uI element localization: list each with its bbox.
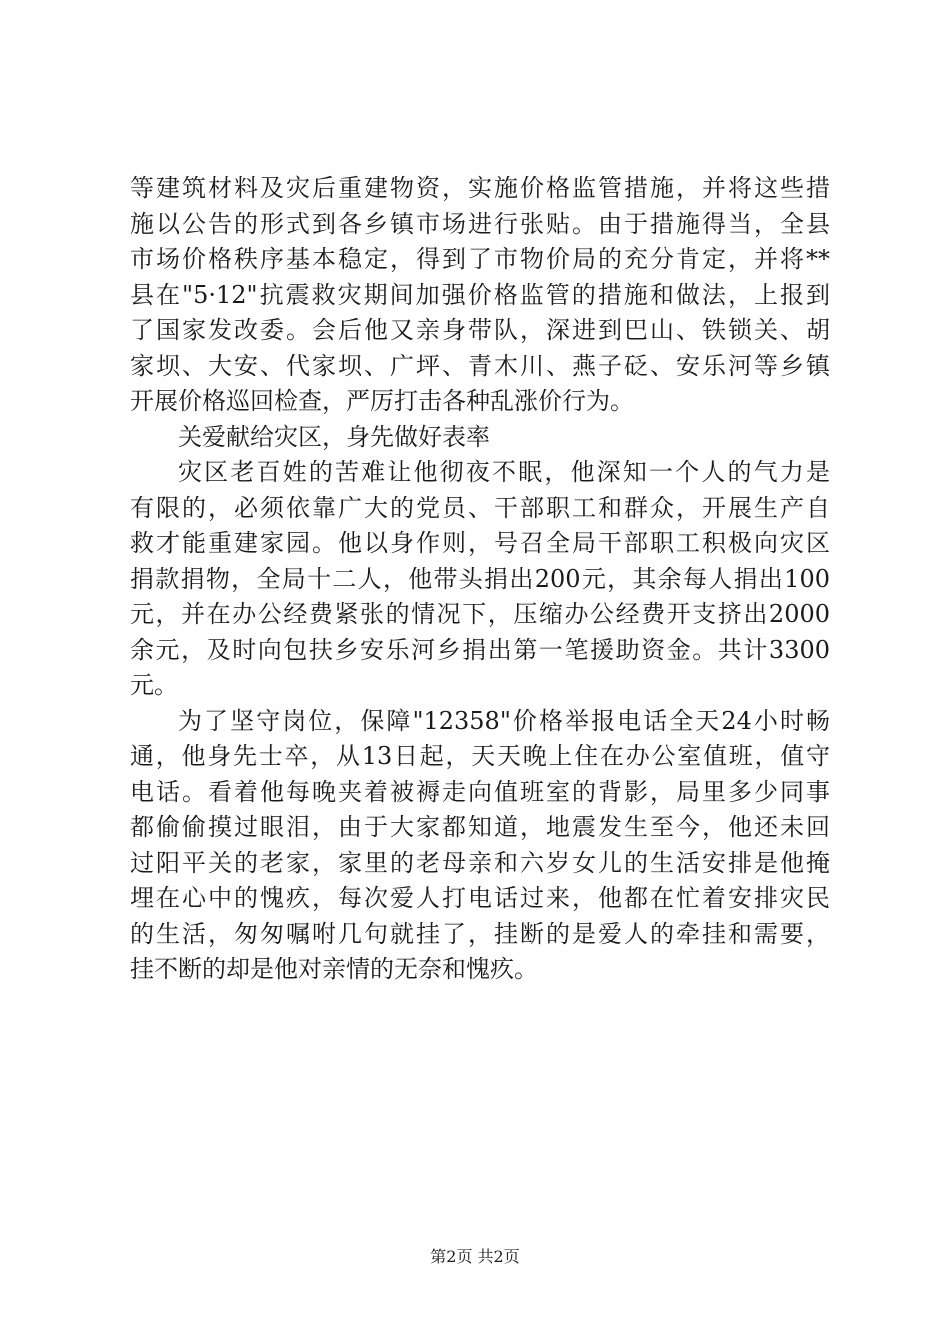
section-heading [130,420,830,456]
page-number-footer: 第2页 共2页 [430,1247,520,1266]
text-line: 灾区老百姓的苦难让他彻夜不眠，他深知一个人的气力是 [178,458,830,486]
text-line: 捐款捐物，全局十二人，他带头捐出200元，其余每人捐出100 [130,564,830,593]
text-line: 为了坚守岗位，保障"12358"价格举报电话全天24小时畅 [178,706,830,735]
paragraph-donation [130,455,830,704]
text-line: 开展价格巡回检查，严厉打击各种乱涨价行为。 [130,387,634,415]
text-line: 了国家发改委。会后他又亲身带队，深进到巴山、铁锁关、胡 [130,316,830,344]
text-line: 救才能重建家园。他以身作则，号召全局干部职工积极向灾区 [130,529,830,557]
text-line: 埋在心中的愧疚，每次爱人打电话过来，他都在忙着安排灾民 [130,884,830,912]
text-line: 电话。看着他每晚夹着被褥走向值班室的背影，局里多少同事 [130,777,830,806]
paragraph-on-duty [130,704,830,988]
text-line: 施以公告的形式到各乡镇市场进行张贴。由于措施得当，全县 [130,209,830,238]
text-line: 通，他身先士卒，从13日起，天天晚上住在办公室值班，值守 [130,742,830,770]
text-line: 挂不断的却是他对亲情的无奈和愧疚。 [130,955,538,983]
text-line: 等建筑材料及灾后重建物资，实施价格监管措施，并将这些措 [130,174,830,202]
document-body [130,171,830,988]
text-line: 都偷偷摸过眼泪，由于大家都知道，地震发生至今，他还未回 [130,813,830,841]
text-line: 的生活，匆匆嘱咐几句就挂了，挂断的是爱人的牵挂和需要， [130,919,830,948]
text-line: 过阳平关的老家，家里的老母亲和六岁女儿的生活安排是他掩 [130,848,830,877]
text-line: 县在"5·12"抗震救灾期间加强价格监管的措施和做法，上报到 [130,280,830,309]
text-line: 余元，及时向包扶乡安乐河乡捐出第一笔援助资金。共计3300 [130,635,830,664]
text-line: 元。 [130,671,178,699]
paragraph-price-supervision [130,171,830,420]
heading-text: 关爱献给灾区，身先做好表率 [178,422,490,451]
text-line: 市场价格秩序基本稳定，得到了市物价局的充分肯定，并将** [130,245,830,273]
text-line: 家坝、大安、代家坝、广坪、青木川、燕子砭、安乐河等乡镇 [130,351,830,380]
text-line: 元，并在办公经费紧张的情况下，压缩办公经费开支挤出2000 [130,600,830,628]
text-line: 有限的，必须依靠广大的党员、干部职工和群众，开展生产自 [130,493,830,522]
